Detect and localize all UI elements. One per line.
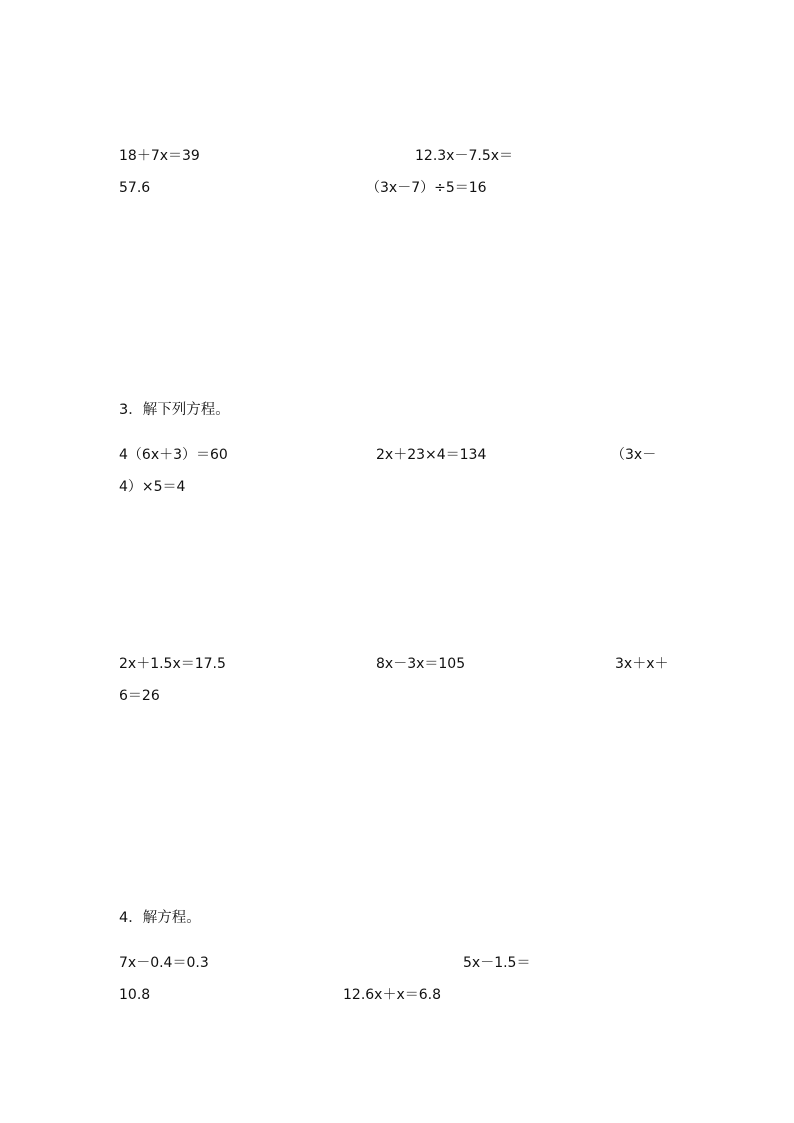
equation-5x-minus-1-5-part1: 5x－1.5＝ xyxy=(463,955,531,971)
equation-12-6x-plus-x: 12.6x＋x＝6.8 xyxy=(343,987,442,1003)
equation-4-6x-plus-3: 4（6x＋3）＝60 xyxy=(119,447,228,463)
equation-2x-plus-1-5x: 2x＋1.5x＝17.5 xyxy=(119,656,226,672)
equation-3x-minus-4-times-5-part1: （3x－ xyxy=(611,447,657,463)
equation-3x-plus-x-plus-6-part1: 3x＋x＋ xyxy=(615,656,669,672)
section-4-heading: 4．解方程。 xyxy=(119,910,201,926)
equation-18-plus-7x: 18＋7x＝39 xyxy=(119,148,200,164)
equation-12-3x-minus-7-5x-part1: 12.3x－7.5x＝ xyxy=(415,148,514,164)
equation-7x-minus-0-4: 7x－0.4＝0.3 xyxy=(119,955,209,971)
section-3-heading: 3．解下列方程。 xyxy=(119,402,230,418)
equation-3x-plus-x-plus-6-part2: 6＝26 xyxy=(119,688,160,704)
equation-8x-minus-3x: 8x－3x＝105 xyxy=(376,656,466,672)
equation-3x-minus-7-div-5: （3x－7）÷5＝16 xyxy=(366,180,487,196)
equation-2x-plus-23x4: 2x＋23×4＝134 xyxy=(376,447,487,463)
equation-5x-minus-1-5-part2: 10.8 xyxy=(119,987,151,1003)
equation-3x-minus-4-times-5-part2: 4）×5＝4 xyxy=(119,479,186,495)
equation-12-3x-minus-7-5x-part2: 57.6 xyxy=(119,180,151,196)
